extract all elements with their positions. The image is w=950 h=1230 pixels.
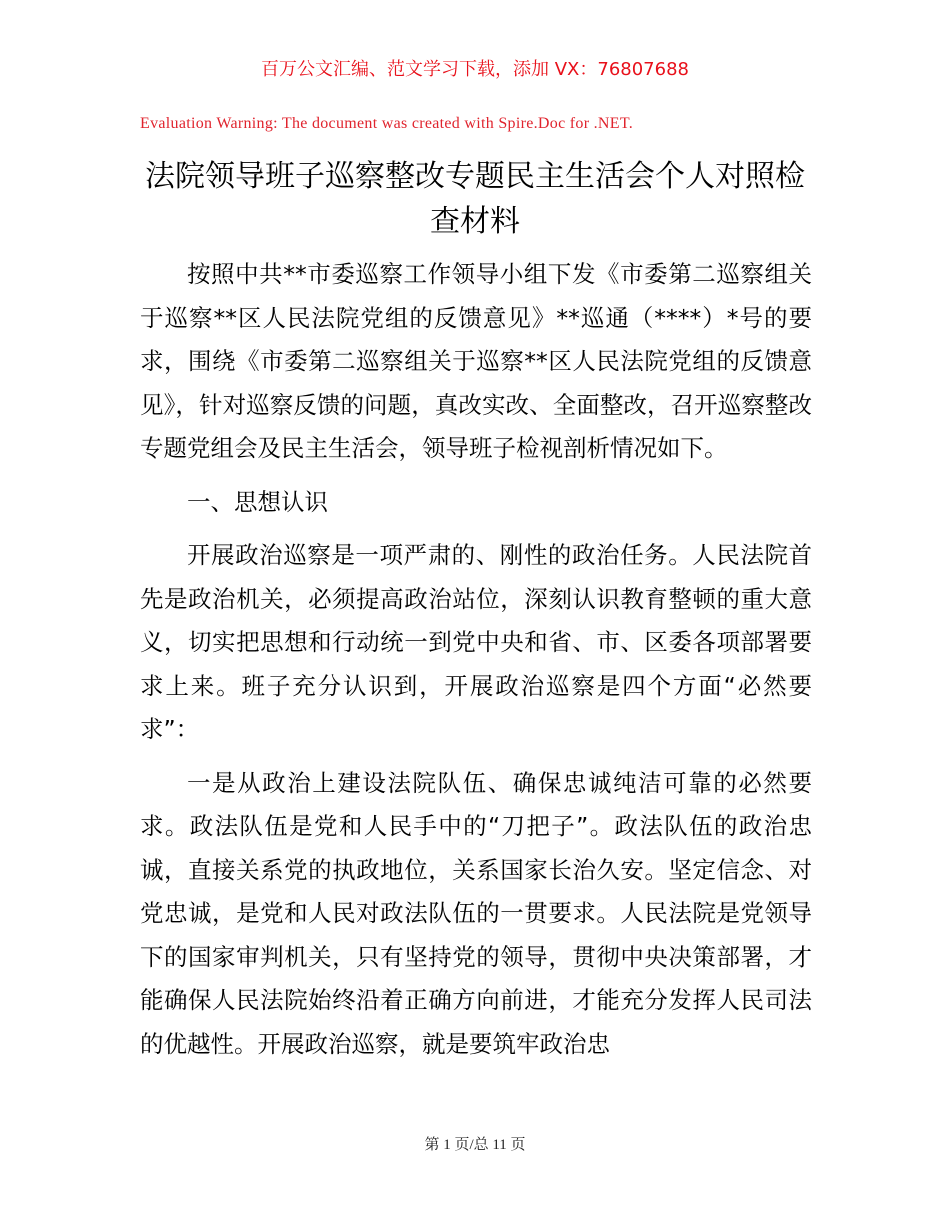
first-requirement-paragraph: 一是从政治上建设法院队伍、确保忠诚纯洁可靠的必然要求。政法队伍是党和人民手中的“刀把子”。政法队伍的政治忠诚，直接关系党的执政地位，关系国家长治久安。坚定信念、对党忠诚，是党和人民对政法队伍的一贯要求。人民法院是党领导下的国家审判机关，只有坚持党的领导，贯彻中央决策部署，才能确保人民法院始终沿着正确方向前进，才能充分发挥人民司法的优越性。开展政治巡察，就是要筑牢政治忠 <box>140 768 812 1058</box>
intro-paragraph: 按照中共**市委巡察工作领导小组下发《市委第二巡察组关于巡察**区人民法院党组的反馈意见》**巡通（****）*号的要求，围绕《市委第二巡察组关于巡察**区人民法院党组的反馈意见》，针对巡察反馈的问题，真改实改、全面整改，召开巡察整改专题党组会及民主生活会，领导班子检视剖析情况如下。 <box>140 260 812 462</box>
section-heading-thought-awareness: 一、思想认识 <box>187 487 328 516</box>
evaluation-warning: Evaluation Warning: The document was created with Spire.Doc for .NET. <box>140 115 634 132</box>
political-inspection-paragraph: 开展政治巡察是一项严肃的、刚性的政治任务。人民法院首先是政治机关，必须提高政治站位，深刻认识教育整顿的重大意义，切实把思想和行动统一到党中央和省、市、区委各项部署要求上来。班子充分认识到，开展政治巡察是四个方面“必然要求”： <box>140 541 812 743</box>
document-title: 法院领导班子巡察整改专题民主生活会个人对照检查材料 <box>145 159 805 239</box>
page-number-footer: 第 1 页/总 11 页 <box>424 1137 526 1153</box>
document-body <box>140 253 812 1076</box>
promo-header: 百万公文汇编、范文学习下载，添加 VX：76807688 <box>261 59 689 80</box>
